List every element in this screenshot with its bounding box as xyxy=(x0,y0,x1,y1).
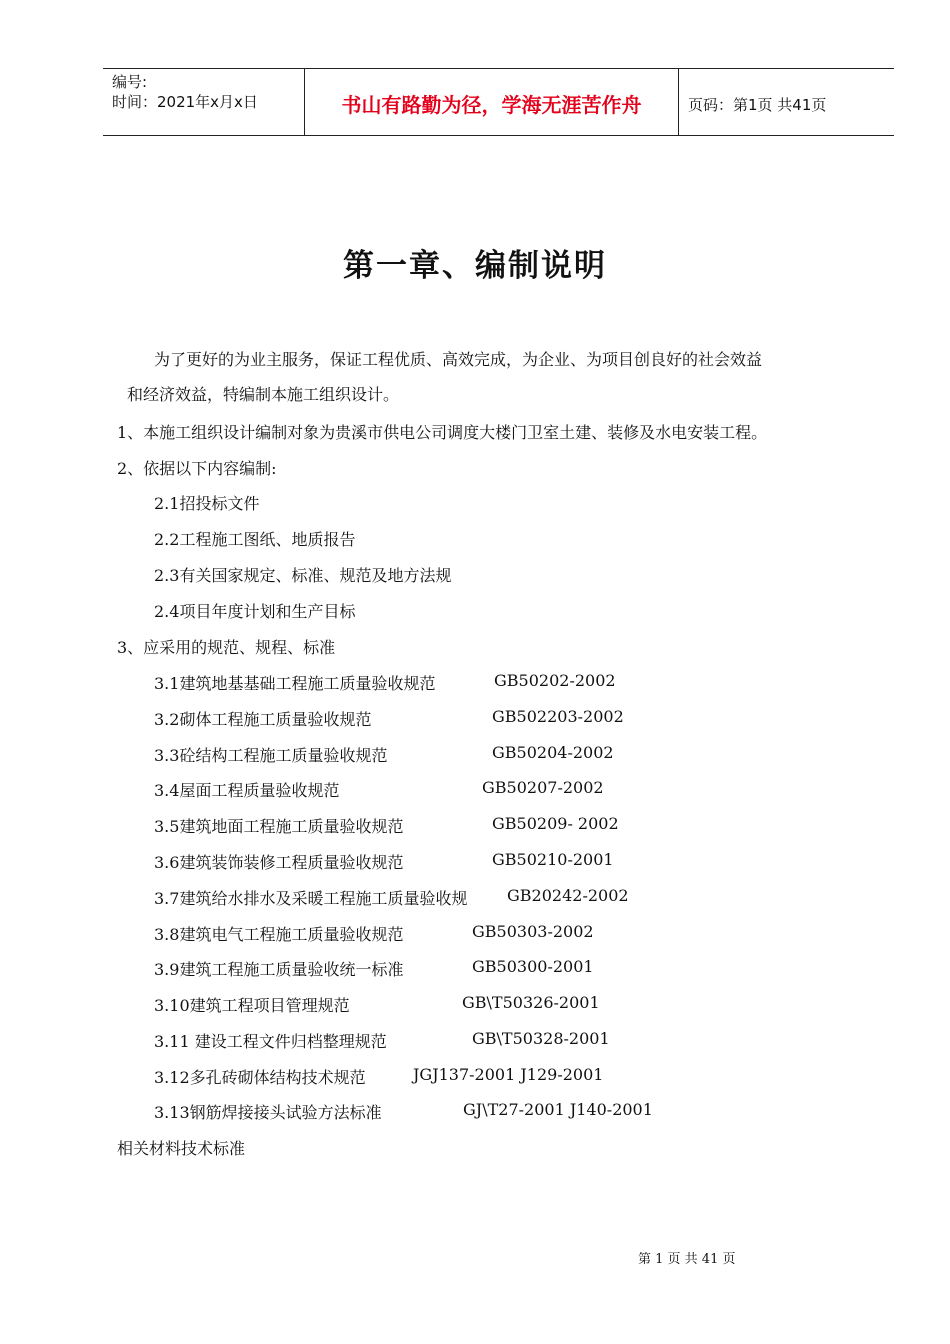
standard-code: GJ\T27-2001 J140-2001 xyxy=(463,1100,653,1119)
standard-code: GB50207-2002 xyxy=(482,778,604,797)
document-header xyxy=(103,68,894,136)
list-subitem-2-1: 2.1招投标文件 xyxy=(154,494,260,513)
intro-paragraph-line-1: 为了更好的为业主服务，保证工程优质、高效完成，为企业、为项目创良好的社会效益 xyxy=(154,350,763,369)
list-subitem-2-2: 2.2工程施工图纸、地质报告 xyxy=(154,530,356,549)
standard-name: 3.1建筑地基基础工程施工质量验收规范 xyxy=(154,674,436,693)
standard-code: JGJ137-2001 J129-2001 xyxy=(413,1065,604,1084)
standard-code: GB\T50326-2001 xyxy=(462,993,600,1012)
standard-code: GB\T50328-2001 xyxy=(472,1029,610,1048)
standard-name: 3.4屋面工程质量验收规范 xyxy=(154,781,340,800)
standard-name: 3.11 建设工程文件归档整理规范 xyxy=(154,1032,387,1051)
header-middle-cell xyxy=(305,69,679,135)
standard-code: GB50209- 2002 xyxy=(492,814,619,833)
list-item-2: 2、依据以下内容编制: xyxy=(117,459,277,478)
header-right-cell xyxy=(679,69,894,135)
chapter-title: 第一章、编制说明 xyxy=(343,248,607,284)
standard-name: 3.9建筑工程施工质量验收统一标准 xyxy=(154,960,404,979)
header-left-cell xyxy=(103,69,305,135)
standard-code: GB50210-2001 xyxy=(492,850,614,869)
intro-paragraph-line-2: 和经济效益，特编制本施工组织设计。 xyxy=(127,385,400,404)
header-page-info: 页码：第1页 共41页 xyxy=(688,96,827,114)
document-number-label: 编号: xyxy=(112,73,148,91)
standard-code: GB50300-2001 xyxy=(472,957,594,976)
standard-name: 3.7建筑给水排水及采暖工程施工质量验收规 xyxy=(154,889,468,908)
list-item-3: 3、应采用的规范、规程、标准 xyxy=(117,638,336,657)
standard-code: GB20242-2002 xyxy=(507,886,629,905)
standard-name: 3.6建筑装饰装修工程质量验收规范 xyxy=(154,853,404,872)
document-date-label: 时间：2021年x月x日 xyxy=(112,93,258,111)
standard-name: 3.13钢筋焊接接头试验方法标准 xyxy=(154,1103,382,1122)
closing-line: 相关材料技术标准 xyxy=(117,1139,246,1158)
standard-code: GB50303-2002 xyxy=(472,922,594,941)
standard-name: 3.10建筑工程项目管理规范 xyxy=(154,996,350,1015)
standard-name: 3.12多孔砖砌体结构技术规范 xyxy=(154,1068,366,1087)
list-subitem-2-3: 2.3有关国家规定、标准、规范及地方法规 xyxy=(154,566,452,585)
standard-name: 3.5建筑地面工程施工质量验收规范 xyxy=(154,817,404,836)
list-item-1: 1、本施工组织设计编制对象为贵溪市供电公司调度大楼门卫室土建、装修及水电安装工程。 xyxy=(117,423,768,442)
standard-code: GB50202-2002 xyxy=(494,671,616,690)
standard-name: 3.2砌体工程施工质量验收规范 xyxy=(154,710,372,729)
standard-code: GB50204-2002 xyxy=(492,743,614,762)
header-motto: 书山有路勤为径，学海无涯苦作舟 xyxy=(341,93,642,117)
list-subitem-2-4: 2.4项目年度计划和生产目标 xyxy=(154,602,356,621)
standard-name: 3.3砼结构工程施工质量验收规范 xyxy=(154,746,388,765)
footer-page-number: 第 1 页 共 41 页 xyxy=(638,1252,736,1267)
standard-code: GB502203-2002 xyxy=(492,707,624,726)
standard-name: 3.8建筑电气工程施工质量验收规范 xyxy=(154,925,404,944)
